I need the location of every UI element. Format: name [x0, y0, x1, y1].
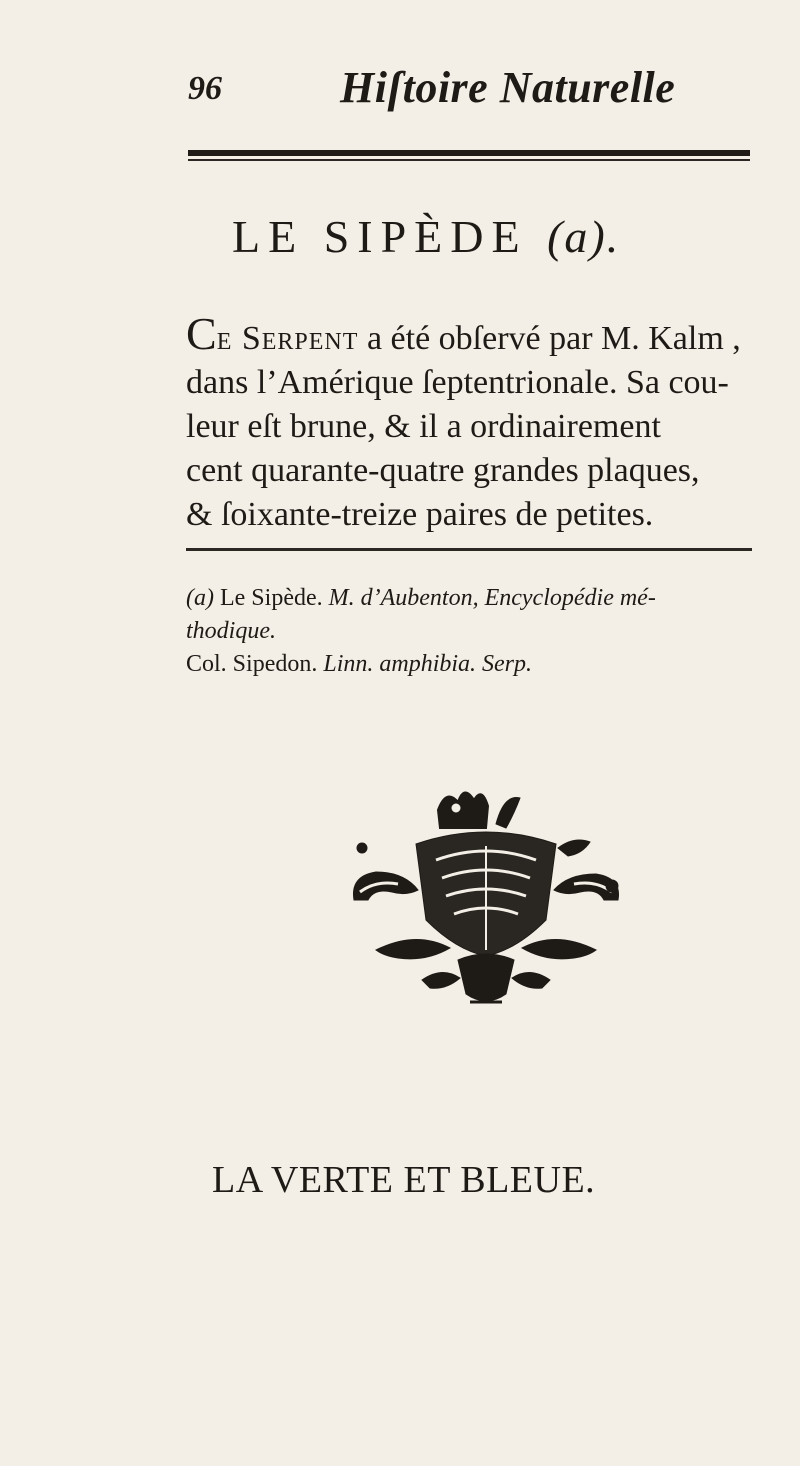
- footnote-text: Le Sipède.: [213, 585, 329, 611]
- footnote-line-2: [186, 615, 766, 648]
- body-line-1-text: a été obſervé par M. Kalm ,: [358, 320, 741, 357]
- body-line-5: & ſoixante-treize paires de petites.: [186, 496, 654, 533]
- footnote-linnaeus-plain: Col. Sipedon.: [186, 651, 324, 677]
- footnote-reference: (a).: [547, 211, 621, 262]
- body-line-3: leur eſt brune, & il a ordinairement: [186, 408, 661, 445]
- running-head: [0, 62, 800, 122]
- section-heading: [232, 210, 752, 263]
- running-title: Hiſtoire Naturelle: [340, 63, 676, 112]
- footnote: [186, 582, 766, 681]
- smallcaps-lead: e Serpent: [216, 320, 359, 357]
- header-rule: [188, 150, 750, 156]
- footnote-rule: [186, 548, 752, 551]
- section-title: LE SIPÈDE: [232, 211, 528, 262]
- body-paragraph: [186, 308, 752, 537]
- tailpiece-ornament-icon: [346, 780, 626, 1020]
- initial-letter: C: [186, 308, 217, 359]
- footnote-mark: (a): [186, 585, 214, 611]
- body-line-4: cent quarante-quatre grandes plaques,: [186, 452, 700, 489]
- footnote-linnaeus-italic: Linn. amphibia. Serp.: [323, 651, 533, 677]
- page-number: 96: [188, 70, 222, 107]
- footnote-citation-cont: thodique.: [186, 618, 276, 644]
- next-section-heading: LA VERTE ET BLEUE.: [212, 1159, 596, 1201]
- body-line-2: dans l’Amérique ſeptentrionale. Sa cou-: [186, 364, 729, 401]
- footnote-line-1: [186, 582, 766, 615]
- body-line-1: [186, 308, 752, 361]
- footnote-citation: M. d’Aubenton, Encyclopédie mé-: [328, 585, 656, 611]
- footnote-line-3: [186, 648, 766, 681]
